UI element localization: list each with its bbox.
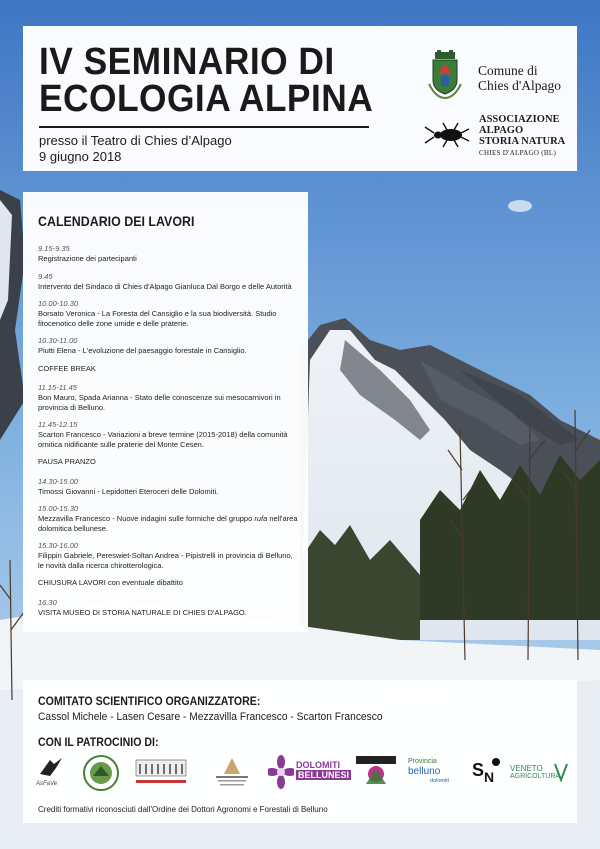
entry-text-a: Mezzavilla Francesco - Nuove indagini sulle formiche del gruppo bbox=[38, 514, 255, 523]
schedule-entry bbox=[38, 504, 300, 533]
entry-text: Scarton Francesco - Variazioni a breve termine (2015-2018) della comunità ornitica nidificante sulle praterie del Monte Cesen. bbox=[38, 430, 288, 449]
dolomiti-label-2: BELLUNESI bbox=[298, 770, 350, 780]
schedule-entry bbox=[38, 244, 300, 264]
comune-line-1: Comune di bbox=[478, 63, 538, 78]
dolomiti-bellunesi-logo bbox=[268, 754, 350, 792]
entry-time: 10.30-11.00 bbox=[38, 336, 78, 345]
event-date: 9 giugno 2018 bbox=[39, 149, 122, 164]
entry-time: 9.45 bbox=[38, 271, 53, 281]
title-underline bbox=[39, 126, 369, 128]
entry-time: 15.00-15.30 bbox=[38, 504, 79, 513]
break-label: PAUSA PRANZO bbox=[38, 457, 96, 466]
entry-time: 15.30-16.00 bbox=[38, 541, 79, 550]
agronomi-order-icon bbox=[206, 754, 258, 792]
entry-time: 10.00-10.30 bbox=[38, 299, 79, 308]
asfave-label: AsFaVe bbox=[36, 781, 58, 787]
beetle-icon bbox=[421, 121, 471, 149]
schedule-entry bbox=[38, 383, 300, 412]
schedule-entry bbox=[38, 299, 300, 328]
schedule-entry bbox=[38, 420, 300, 449]
entry-text bbox=[38, 514, 300, 533]
entry-time: 11.15-11.45 bbox=[38, 383, 77, 392]
comune-name bbox=[478, 63, 588, 93]
title-line-1: IV SEMINARIO DI bbox=[39, 41, 335, 83]
parco-logo-icon bbox=[354, 754, 398, 792]
committee-heading: COMITATO SCIENTIFICO ORGANIZZATORE: bbox=[38, 696, 261, 708]
assoc-line-1: ASSOCIAZIONE bbox=[479, 114, 560, 125]
schedule-entry bbox=[38, 598, 300, 618]
provincia-belluno-logo bbox=[408, 754, 464, 792]
entry-text: Bon Mauro, Spada Arianna - Stato delle conoscenze sui mesocarnivori in provincia di Belluno. bbox=[38, 393, 281, 412]
entry-time: 9.15-9.35 bbox=[38, 244, 70, 253]
leaf-icon bbox=[554, 762, 568, 782]
patronage-heading: CON IL PATROCINIO DI: bbox=[38, 737, 159, 749]
flower-icon bbox=[268, 754, 294, 790]
comune-crest-icon bbox=[426, 50, 464, 100]
entry-text: Timossi Giovanni - Lepidotteri Eteroceri delle Dolomiti. bbox=[38, 486, 219, 496]
belluno-label: belluno bbox=[408, 766, 441, 777]
society-logo-icon bbox=[470, 754, 504, 792]
break-label: COFFEE BREAK bbox=[38, 363, 96, 373]
entry-time: 14.30-15.00 bbox=[38, 476, 79, 486]
museum-logo-icon bbox=[132, 754, 192, 792]
assoc-line-2: ALPAGO bbox=[479, 125, 524, 136]
schedule-entry bbox=[38, 477, 300, 497]
sponsors-panel bbox=[23, 680, 577, 823]
entry-text: Filippin Gabriele, Pereswiet-Soltan Andrea - Pipistrelli in provincia di Belluno, le novità dalla ricerca chirotterologica. bbox=[38, 551, 293, 570]
entry-time: 16.30 bbox=[38, 597, 57, 607]
sponsor-logos bbox=[36, 754, 566, 792]
agricoltura-label: AGRICOLTURA bbox=[510, 773, 561, 780]
break-label: CHIUSURA LAVORI con eventuale dibattito bbox=[38, 578, 183, 587]
comune-line-2: Chies d'Alpago bbox=[478, 78, 562, 93]
association-location: CHIES D'ALPAGO (BL) bbox=[479, 149, 557, 157]
dolomiti-label-1: DOLOMITI bbox=[296, 760, 340, 770]
seal-icon bbox=[82, 754, 120, 792]
credits-note: Crediti formativi riconosciuti dall'Ordine dei Dottori Agronomi e Forestali di Belluno bbox=[38, 805, 328, 814]
entry-text: Piutti Elena - L'evoluzione del paesaggio forestale in Cansiglio. bbox=[38, 346, 247, 355]
header-panel bbox=[23, 26, 577, 171]
title-line-2: ECOLOGIA ALPINA bbox=[39, 78, 374, 120]
event-venue: presso il Teatro di Chies d’Alpago bbox=[39, 133, 232, 148]
schedule-list bbox=[38, 244, 300, 625]
svg-text:N: N bbox=[484, 769, 495, 785]
svg-text:S: S bbox=[472, 760, 485, 780]
entry-text: Borsato Veronica - La Foresta del Cansiglio e la sua biodiversità. Studio fitocenotico delle zone umide e delle praterie. bbox=[38, 309, 277, 328]
calendar-panel bbox=[23, 192, 308, 632]
association-name bbox=[479, 114, 589, 147]
bird-icon bbox=[36, 754, 66, 780]
entry-text: Registrazione dei partecipanti bbox=[38, 254, 137, 263]
veneto-agricoltura-logo bbox=[510, 754, 566, 792]
veneto-label: VENETO bbox=[510, 764, 543, 773]
entry-text: VISITA MUSEO DI STORIA NATURALE DI CHIES D'ALPAGO. bbox=[38, 607, 247, 617]
event-title bbox=[39, 41, 374, 120]
schedule-entry bbox=[38, 272, 300, 292]
entry-time: 11.45-12.15 bbox=[38, 420, 78, 429]
calendar-title: CALENDARIO DEI LAVORI bbox=[38, 214, 195, 229]
provincia-label: Provincia bbox=[408, 758, 437, 765]
entry-text: Intervento del Sindaco di Chies d'Alpago Gianluca Dal Borgo e delle Autorità bbox=[38, 281, 292, 291]
committee-members: Cassol Michele - Lasen Cesare - Mezzavilla Francesco - Scarton Francesco bbox=[38, 711, 383, 723]
assoc-line-3: STORIA NATURA bbox=[479, 136, 566, 147]
entry-text-italic: rufa bbox=[254, 514, 268, 523]
schedule-entry bbox=[38, 336, 300, 356]
asfave-logo bbox=[36, 754, 70, 792]
entry-text-b: nell'area dolomitica bellunese. bbox=[38, 514, 298, 533]
dolomiti-small-label: dolomiti bbox=[430, 778, 449, 784]
schedule-entry bbox=[38, 541, 300, 570]
